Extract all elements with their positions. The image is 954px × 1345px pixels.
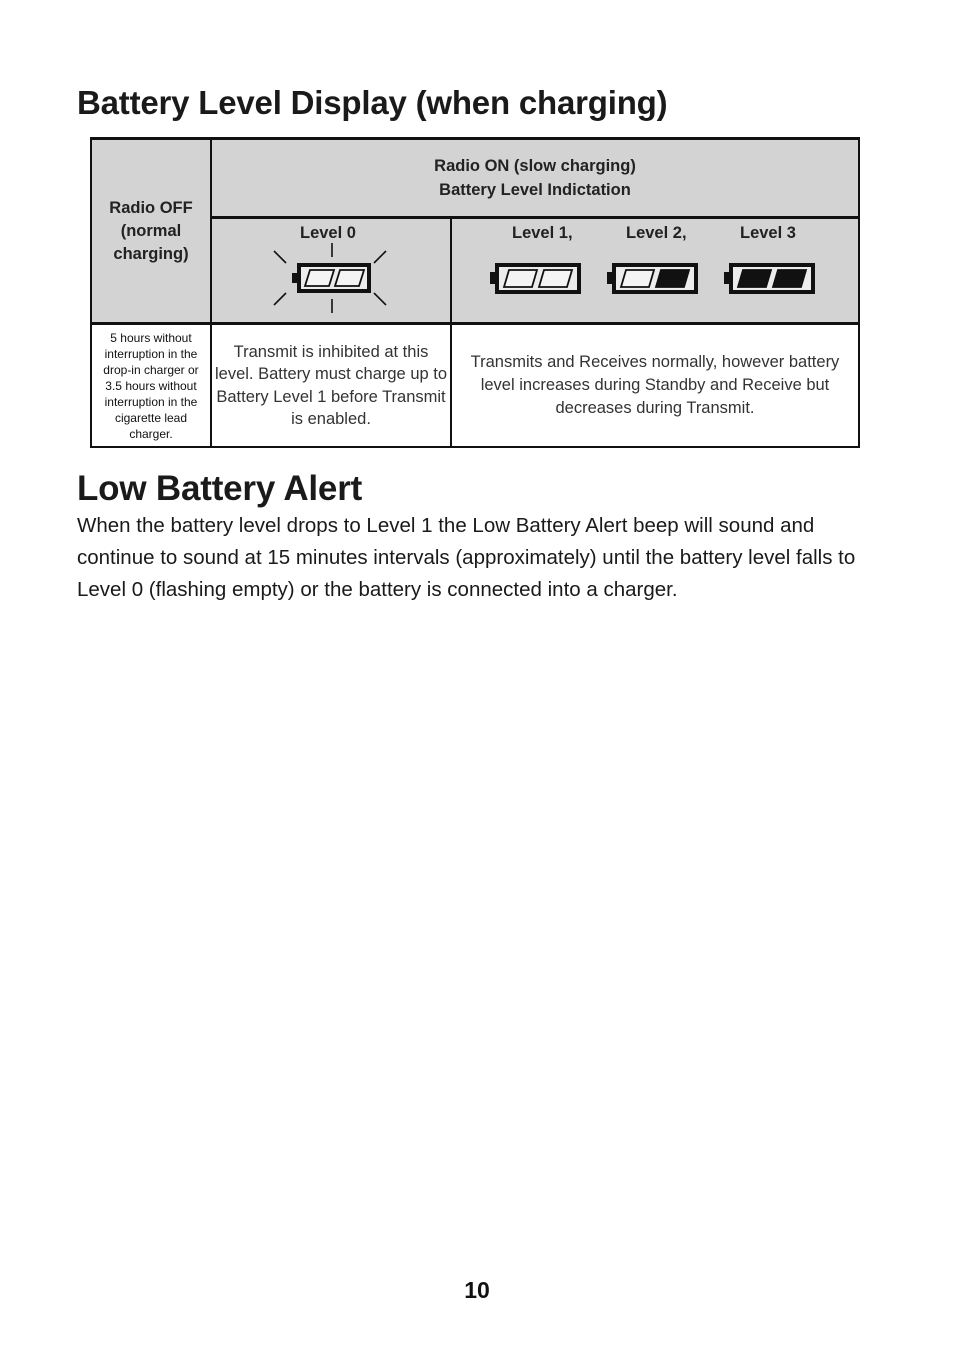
level-1-3-cell xyxy=(452,219,858,322)
level-0-cell xyxy=(212,219,450,322)
level-2-label: Level 2, xyxy=(626,224,687,242)
table-divider xyxy=(450,216,452,447)
level-3-label: Level 3 xyxy=(740,224,796,242)
battery-full-icon xyxy=(724,262,816,296)
low-battery-alert-text: When the battery level drops to Level 1 the Low Battery Alert beep will sound and continue to sound at 15 minutes intervals (approximately) until the battery level falls to Level 0 (flashing empty) or the battery is connected into a charger. xyxy=(77,514,856,601)
page-number: 10 xyxy=(464,1277,490,1303)
low-battery-alert-title: Low Battery Alert xyxy=(77,469,363,508)
table-divider xyxy=(210,216,858,219)
table-divider xyxy=(92,322,858,325)
battery-empty-icon xyxy=(490,262,582,296)
battery-empty-flashing-icon xyxy=(270,239,390,317)
radio-off-header: Radio OFF (normal charging) xyxy=(92,140,210,322)
level-0-label: Level 0 xyxy=(300,224,356,242)
table-divider xyxy=(210,140,212,447)
radio-off-charging-note: 5 hours without interruption in the drop-in charger or 3.5 hours without interruption in the cigarette lead charger. xyxy=(103,330,199,441)
level-0-description: Transmit is inhibited at this level. Battery must charge up to Battery Level 1 before Transmit is enabled. xyxy=(214,342,448,428)
level-1-3-description: Transmits and Receives normally, however battery level increases during Standby and Receive but decreases during Transmit. xyxy=(470,353,840,417)
battery-half-icon xyxy=(607,262,699,296)
page-heading: Battery Level Display (when charging) xyxy=(77,84,668,121)
level-1-label: Level 1, xyxy=(512,224,573,242)
battery-level-table xyxy=(90,137,860,448)
radio-on-header: Radio ON (slow charging) Battery Level Indictation xyxy=(212,140,858,216)
